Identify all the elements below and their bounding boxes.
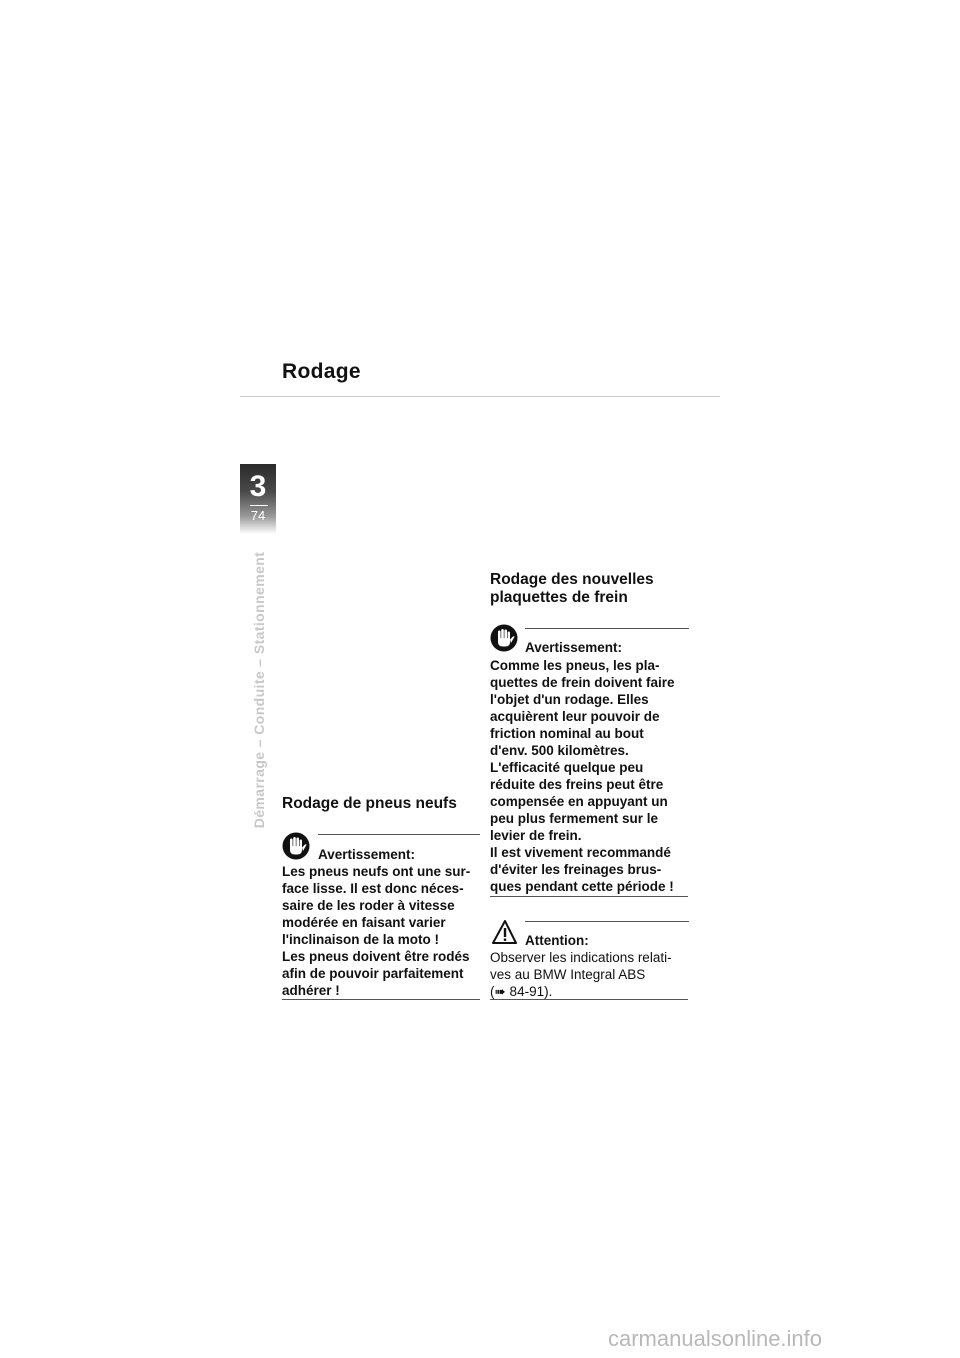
brake-pads-heading-line1: Rodage des nouvelles <box>490 571 654 588</box>
hand-stop-icon <box>282 832 310 860</box>
brake-warning-text: Comme les pneus, les pla- quettes de frein doivent faire l'objet d'un rodage. Elles acquièrent leur pouvoir de friction nominal au bout d'env. 500 kilomètres. L'efficacité quelque peu réduite des freins peut être compensée en appuyant un peu plus fermement sur le levier de frein. Il est vivement recommandé d'éviter les freinages brus- ques pendant cette période ! <box>490 658 675 894</box>
tires-warning-top-rule <box>318 834 480 835</box>
page-number: 74 <box>250 508 266 523</box>
attention-bottom-rule <box>490 999 688 1000</box>
tires-warning-label: Avertissement: <box>318 847 416 862</box>
watermark: carmanualsonline.info <box>608 1326 823 1351</box>
brake-warning-bottom-rule <box>490 896 688 897</box>
tires-warning-text: Les pneus neufs ont une sur- face lisse. Il est donc néces- saire de les roder à vitesse modérée en faisant varier l'inclinaison de la moto ! Les pneus doivent être rodés afin de pouvoir parfaitement adhérer ! <box>282 864 471 998</box>
header-divider <box>240 396 720 397</box>
warning-triangle-icon <box>490 918 518 946</box>
hand-stop-icon <box>490 624 518 652</box>
page-title: Rodage <box>282 360 361 383</box>
attention-top-rule <box>525 921 689 922</box>
tires-warning-bottom-rule <box>282 999 480 1000</box>
section-side-label: Démarrage – Conduite – Stationnement <box>251 551 267 829</box>
attention-label: Attention: <box>525 933 589 948</box>
tires-section-heading: Rodage de pneus neufs <box>282 795 457 812</box>
brake-warning-top-rule <box>525 628 689 629</box>
attention-text: Observer les indications relati- ves au BMW Integral ABS (➠ 84-91). <box>490 950 672 999</box>
brake-pads-heading-line2: plaquettes de frein <box>490 589 628 606</box>
chapter-tab-divider <box>250 505 268 506</box>
brake-warning-label: Avertissement: <box>525 640 623 655</box>
chapter-number: 3 <box>249 470 267 503</box>
